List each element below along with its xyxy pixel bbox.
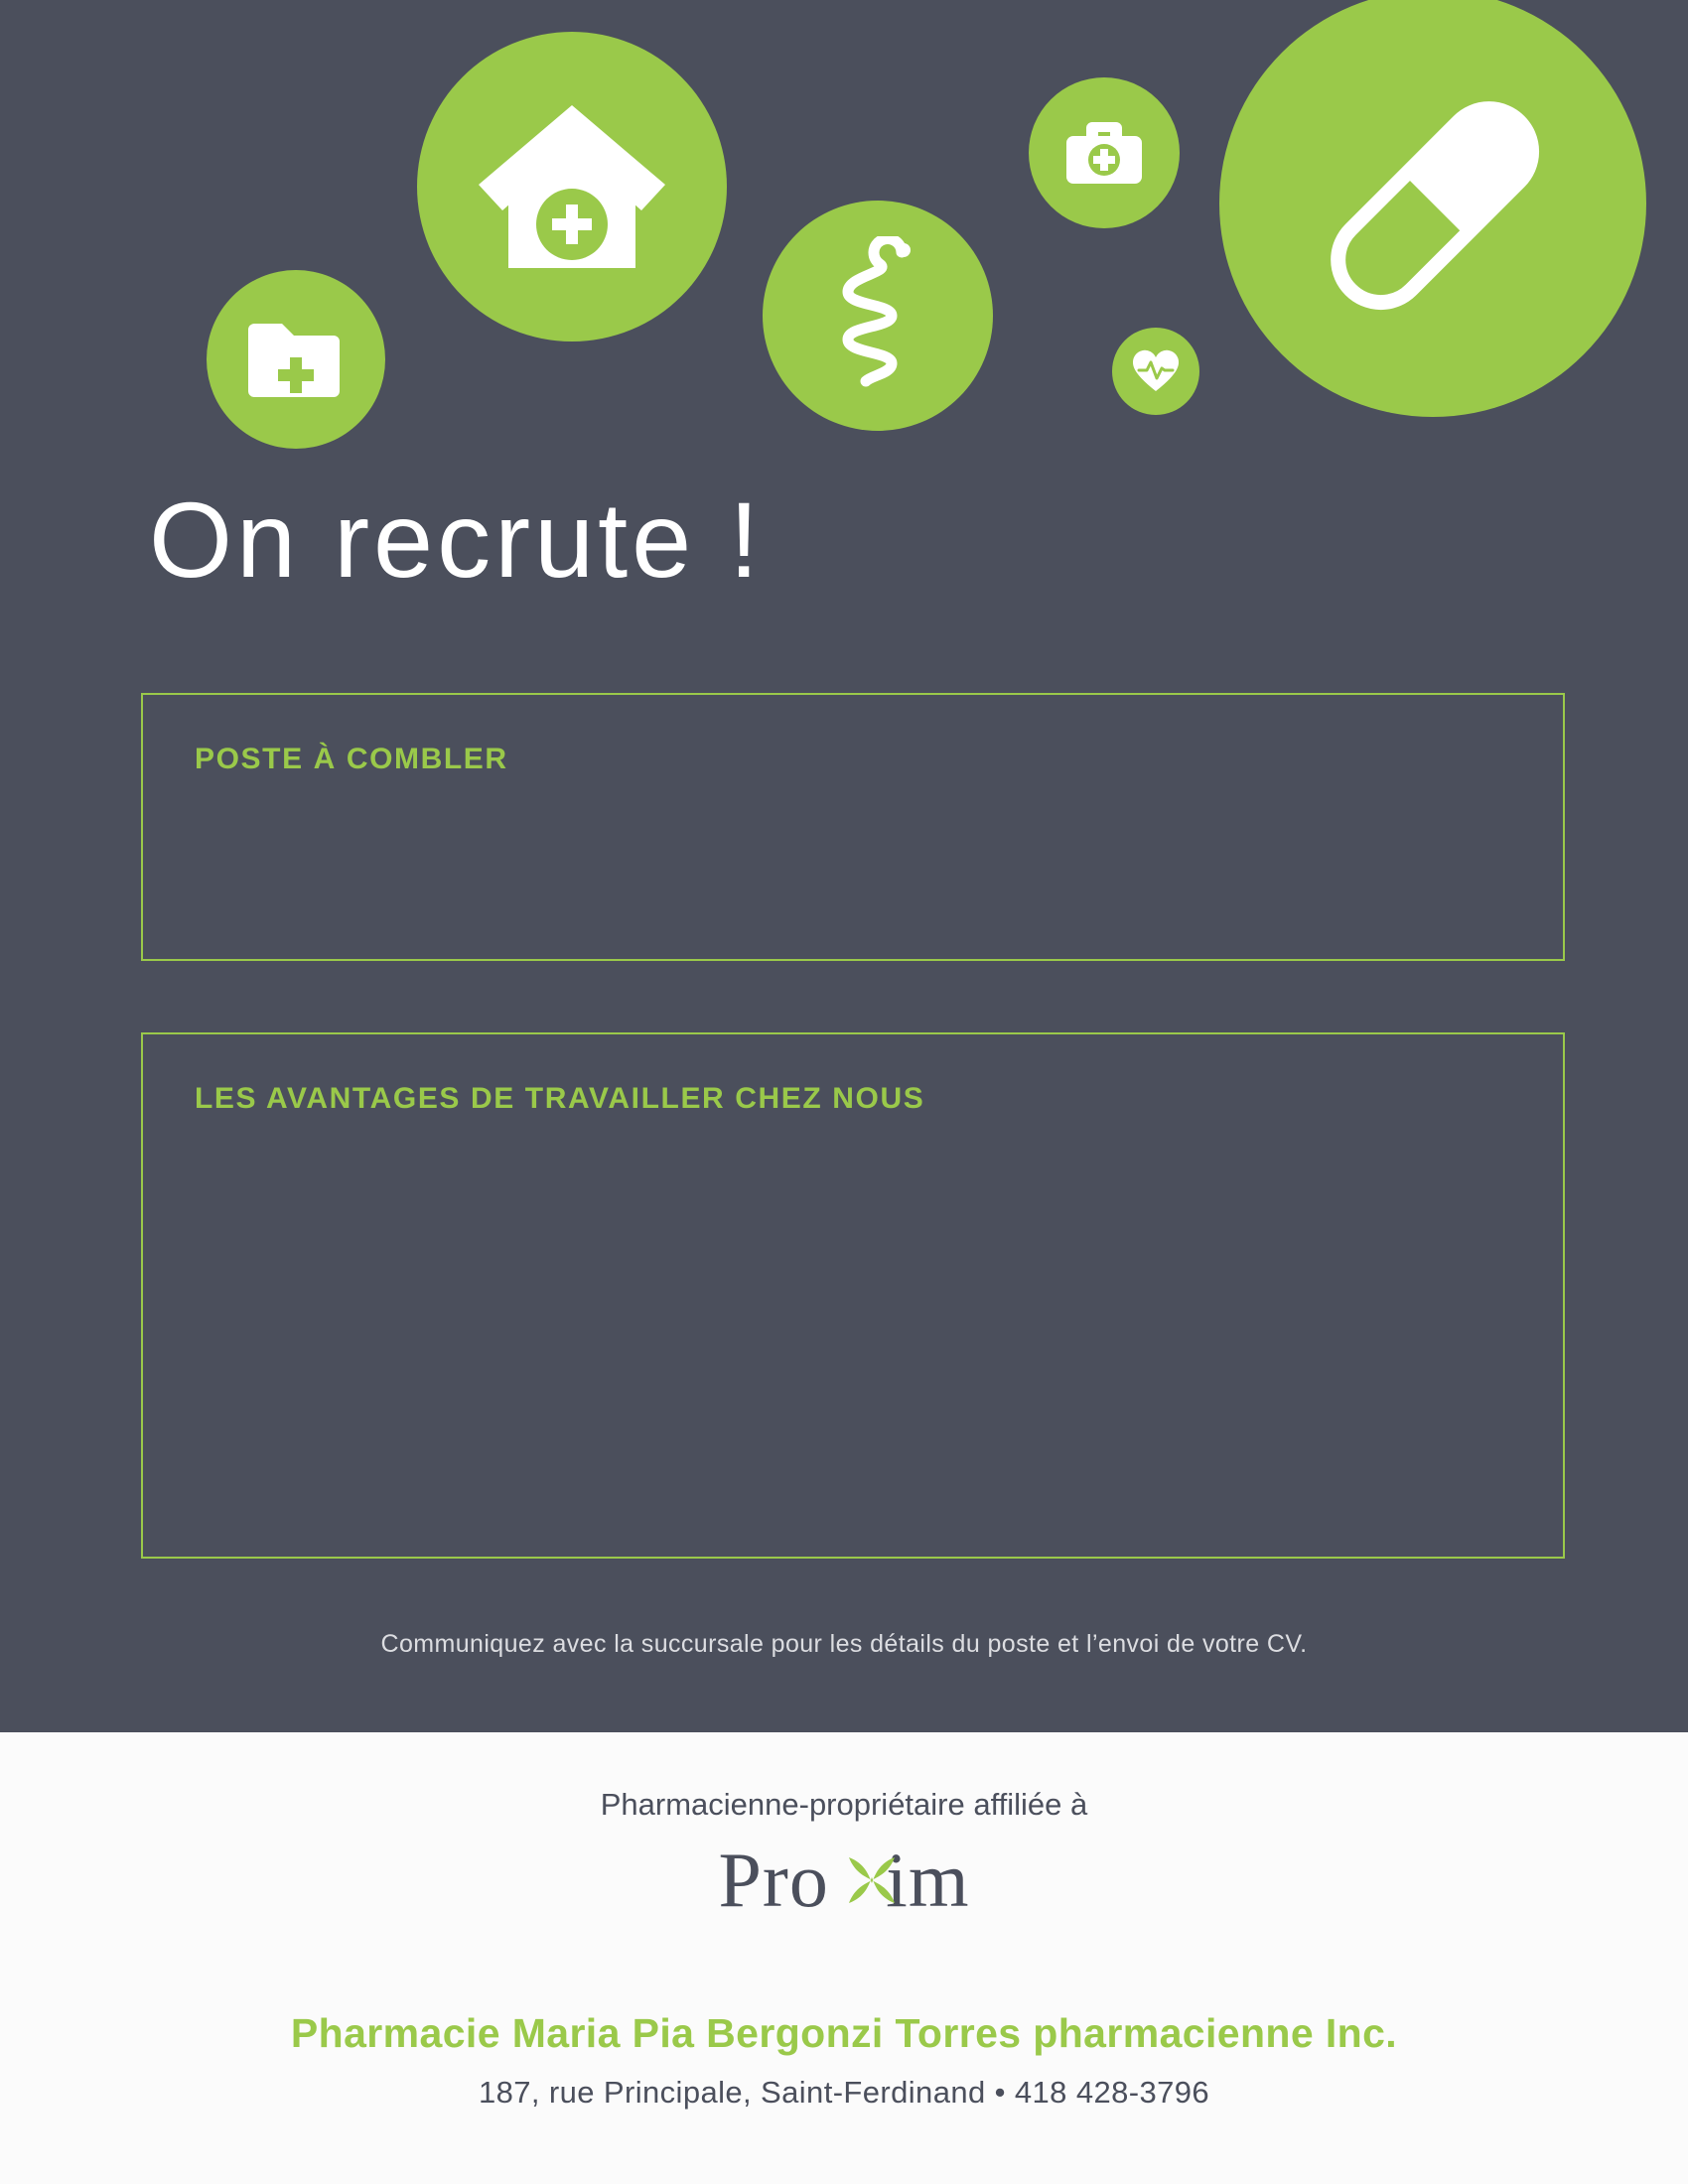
- field-label-avantages: LES AVANTAGES DE TRAVAILLER CHEZ NOUS: [195, 1082, 925, 1115]
- pharmacy-name: Pharmacie Maria Pia Bergonzi Torres pharmacienne Inc.: [290, 2010, 1398, 2056]
- proxim-leaf-x-icon: [841, 1849, 903, 1911]
- contact-note: Communiquez avec la succursale pour les détails du poste et l’envoi de votre CV.: [380, 1630, 1308, 1658]
- page-title: On recrute !: [149, 479, 764, 600]
- field-label-poste: POSTE À COMBLER: [195, 743, 508, 775]
- first-aid-kit-icon: [1029, 77, 1180, 228]
- folder-plus-icon: [207, 270, 385, 449]
- pill-capsule-icon: [1219, 0, 1646, 417]
- heart-pulse-icon: [1112, 328, 1199, 415]
- proxim-logo: [0, 1837, 1688, 1923]
- field-box-poste[interactable]: [141, 693, 1565, 961]
- field-box-avantages[interactable]: [141, 1032, 1565, 1559]
- pharmacy-address: 187, rue Principale, Saint-Ferdinand • 418 428-3796: [478, 2075, 1210, 2110]
- caduceus-icon: [763, 201, 993, 431]
- proxim-wordmark-suffix: im: [886, 1837, 970, 1923]
- affiliation-text: Pharmacienne-propriétaire affiliée à: [600, 1787, 1088, 1822]
- home-plus-icon: [417, 32, 727, 341]
- poster-footer: [0, 1732, 1688, 2184]
- proxim-wordmark-prefix: Pro: [718, 1837, 829, 1923]
